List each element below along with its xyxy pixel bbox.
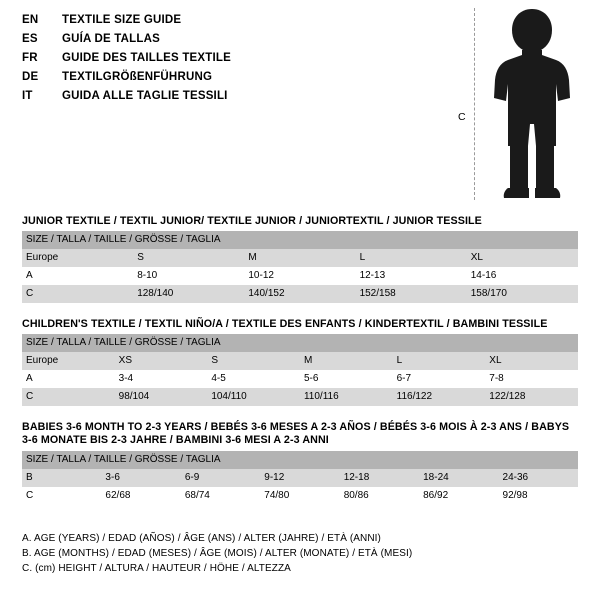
language-header xyxy=(22,14,442,109)
height-measure-label: C xyxy=(458,111,466,123)
legend xyxy=(22,531,578,576)
language-row xyxy=(22,52,442,71)
table-cell: 74/80 xyxy=(260,487,339,505)
table-cell: 8-10 xyxy=(133,267,244,285)
language-code: IT xyxy=(22,90,33,102)
table-cell: 3-6 xyxy=(101,469,180,487)
table-header-row xyxy=(22,451,578,469)
legend-line-height: C. (cm) HEIGHT / ALTURA / HAUTEUR / HÖHE / ALTEZZA xyxy=(22,563,291,574)
row-label: C xyxy=(22,388,115,406)
table-cell: 24-36 xyxy=(499,469,578,487)
size-header-label: SIZE / TALLA / TAILLE / GRÖSSE / TAGLIA xyxy=(22,451,578,469)
language-row xyxy=(22,14,442,33)
table-row xyxy=(22,267,578,285)
table-row xyxy=(22,285,578,303)
table-cell: 9-12 xyxy=(260,469,339,487)
junior-size-table xyxy=(22,231,578,303)
section-children xyxy=(22,318,578,406)
table-row xyxy=(22,249,578,267)
language-title: TEXTILE SIZE GUIDE xyxy=(62,14,182,26)
table-cell: 110/116 xyxy=(300,388,393,406)
table-cell: 152/158 xyxy=(356,285,467,303)
table-row xyxy=(22,388,578,406)
table-cell: 92/98 xyxy=(499,487,578,505)
table-cell: S xyxy=(207,352,300,370)
table-cell: M xyxy=(300,352,393,370)
table-cell: S xyxy=(133,249,244,267)
language-title: GUIDE DES TAILLES TEXTILE xyxy=(62,52,231,64)
section-title: BABIES 3-6 MONTH TO 2-3 YEARS / BEBÉS 3-6 MESES A 2-3 AÑOS / BÉBÉS 3-6 MOIS À 2-3 ANS / BABYS 3-6 MONATE BIS 2-3 JAHRE / BAMBINI 3-6 MESI A 2-3 ANNI xyxy=(22,421,570,446)
table-cell: 80/86 xyxy=(340,487,419,505)
table-cell: 6-7 xyxy=(393,370,486,388)
legend-line-age-years: A. AGE (YEARS) / EDAD (AÑOS) / ÂGE (ANS) / ALTER (JAHRE) / ETÀ (ANNI) xyxy=(22,533,381,544)
language-code: DE xyxy=(22,71,39,83)
table-cell: 98/104 xyxy=(115,388,208,406)
row-label: B xyxy=(22,469,101,487)
table-header-row xyxy=(22,231,578,249)
table-cell: L xyxy=(393,352,486,370)
table-cell: XL xyxy=(485,352,578,370)
table-cell: XL xyxy=(467,249,578,267)
table-header-row xyxy=(22,334,578,352)
table-row xyxy=(22,487,578,505)
language-title: GUIDA ALLE TAGLIE TESSILI xyxy=(62,90,228,102)
row-label: Europe xyxy=(22,249,133,267)
section-title: JUNIOR TEXTILE / TEXTIL JUNIOR/ TEXTILE JUNIOR / JUNIORTEXTIL / JUNIOR TESSILE xyxy=(22,215,482,227)
table-cell: M xyxy=(244,249,355,267)
table-cell: 158/170 xyxy=(467,285,578,303)
table-cell: 10-12 xyxy=(244,267,355,285)
table-cell: 6-9 xyxy=(181,469,260,487)
height-guide-line xyxy=(474,8,475,200)
table-cell: 104/110 xyxy=(207,388,300,406)
table-row xyxy=(22,370,578,388)
language-row xyxy=(22,90,442,109)
table-row xyxy=(22,352,578,370)
table-cell: 122/128 xyxy=(485,388,578,406)
row-label: C xyxy=(22,487,101,505)
babies-size-table xyxy=(22,451,578,505)
language-row xyxy=(22,33,442,52)
language-code: FR xyxy=(22,52,38,64)
table-cell: 5-6 xyxy=(300,370,393,388)
size-header-label: SIZE / TALLA / TAILLE / GRÖSSE / TAGLIA xyxy=(22,231,578,249)
table-cell: 140/152 xyxy=(244,285,355,303)
toddler-silhouette-icon xyxy=(484,6,590,201)
table-cell: 18-24 xyxy=(419,469,498,487)
table-cell: 128/140 xyxy=(133,285,244,303)
legend-line-age-months: B. AGE (MONTHS) / EDAD (MESES) / ÂGE (MOIS) / ALTER (MONATE) / ETÀ (MESI) xyxy=(22,548,413,559)
section-title: CHILDREN'S TEXTILE / TEXTIL NIÑO/A / TEXTILE DES ENFANTS / KINDERTEXTIL / BAMBINI TESSILE xyxy=(22,318,548,330)
table-row xyxy=(22,469,578,487)
table-cell: 7-8 xyxy=(485,370,578,388)
section-junior xyxy=(22,215,578,303)
language-row xyxy=(22,71,442,90)
table-cell: 12-18 xyxy=(340,469,419,487)
table-cell: 3-4 xyxy=(115,370,208,388)
section-babies xyxy=(22,421,578,505)
table-cell: 14-16 xyxy=(467,267,578,285)
row-label: C xyxy=(22,285,133,303)
language-code: ES xyxy=(22,33,38,45)
row-label: Europe xyxy=(22,352,115,370)
row-label: A xyxy=(22,267,133,285)
table-cell: 62/68 xyxy=(101,487,180,505)
row-label: A xyxy=(22,370,115,388)
table-cell: 4-5 xyxy=(207,370,300,388)
table-cell: L xyxy=(356,249,467,267)
size-header-label: SIZE / TALLA / TAILLE / GRÖSSE / TAGLIA xyxy=(22,334,578,352)
table-cell: 68/74 xyxy=(181,487,260,505)
table-cell: XS xyxy=(115,352,208,370)
height-measure-figure xyxy=(450,6,590,201)
table-cell: 12-13 xyxy=(356,267,467,285)
table-cell: 86/92 xyxy=(419,487,498,505)
language-title: GUÍA DE TALLAS xyxy=(62,33,160,45)
language-code: EN xyxy=(22,14,39,26)
language-title: TEXTILGRÖßENFÜHRUNG xyxy=(62,71,213,83)
table-cell: 116/122 xyxy=(393,388,486,406)
children-size-table xyxy=(22,334,578,406)
